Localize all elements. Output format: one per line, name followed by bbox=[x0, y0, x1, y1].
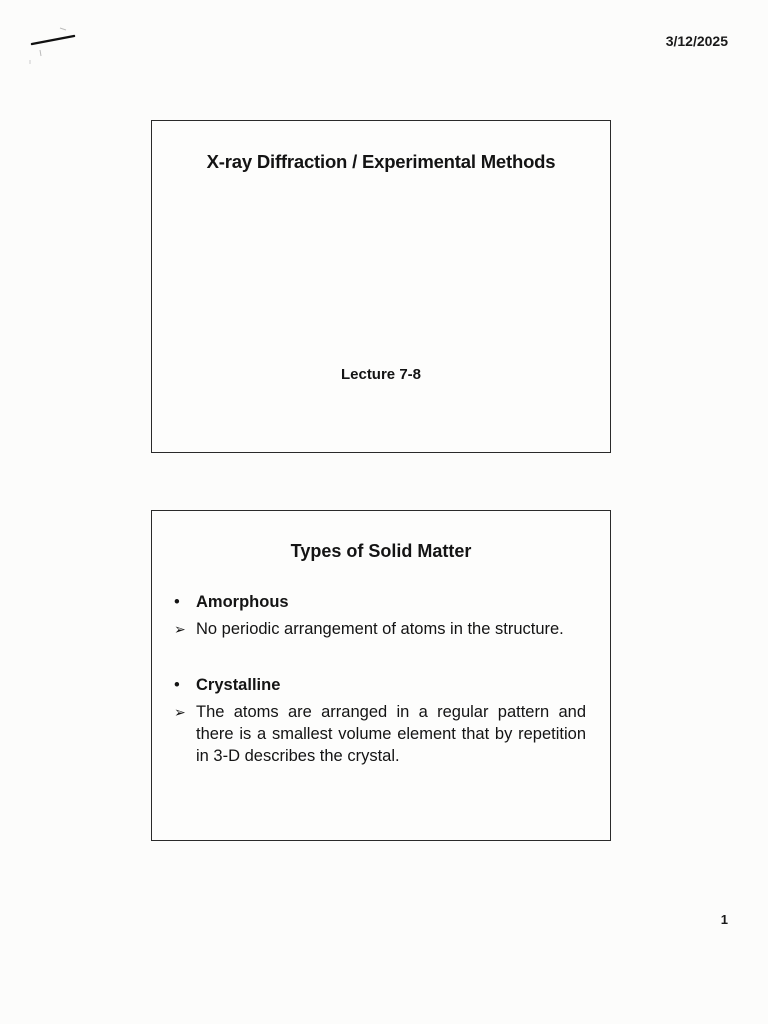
slide-heading: Types of Solid Matter bbox=[290, 541, 472, 561]
page-number: 1 bbox=[720, 912, 728, 927]
bullet-heading: Crystalline bbox=[196, 676, 281, 694]
bullet-item bbox=[174, 591, 586, 613]
slide-title: X-ray Diffraction / Experimental Methods bbox=[206, 151, 556, 172]
slide-content-frame bbox=[151, 510, 611, 841]
sub-bullet-text: No periodic arrangement of atoms in the structure. bbox=[196, 620, 564, 638]
arrowhead-icon: ➢ bbox=[174, 704, 186, 720]
sub-bullet-item bbox=[174, 618, 586, 640]
bullet-heading: Amorphous bbox=[196, 593, 289, 611]
arrowhead-icon: ➢ bbox=[174, 621, 186, 637]
slide-subtitle: Lecture 7-8 bbox=[340, 366, 422, 383]
sub-bullet-item bbox=[174, 701, 586, 767]
slide-title-frame bbox=[151, 120, 611, 453]
document-date: 3/12/2025 bbox=[665, 33, 728, 49]
bullet-dot-icon: • bbox=[174, 676, 180, 694]
slide-body bbox=[174, 591, 586, 767]
bullet-dot-icon: • bbox=[174, 593, 180, 611]
pen-mark-icon bbox=[0, 0, 90, 70]
bullet-item bbox=[174, 674, 586, 696]
sub-bullet-text: The atoms are arranged in a regular pattern and there is a smallest volume element that by repetition in 3-D describes the crystal. bbox=[196, 703, 586, 765]
